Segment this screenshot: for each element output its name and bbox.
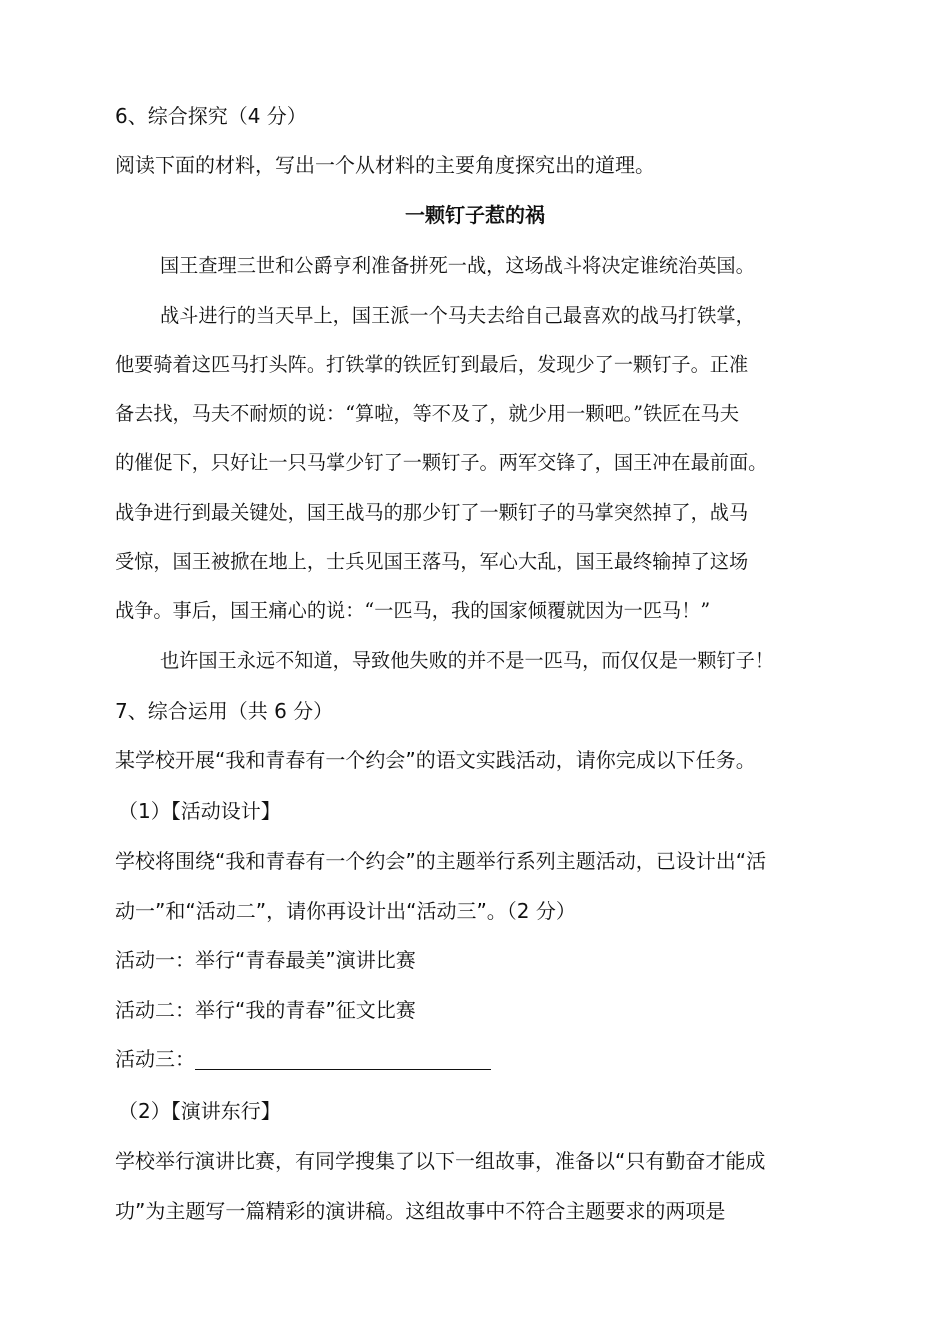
question-7-heading: 7、综合运用（共 6 分） <box>115 699 334 723</box>
activity-2: 活动二：举行“我的青春”征文比赛 <box>115 998 416 1022</box>
question-6-prompt: 阅读下面的材料，写出一个从材料的主要角度探究出的道理。 <box>115 153 655 177</box>
story-paragraph-line: 战争。事后，国王痛心的说：“一匹马，我的国家倾覆就因为一匹马！” <box>115 599 711 622</box>
question-6-heading: 6、综合探究（4 分） <box>115 104 307 128</box>
question-7-intro: 某学校开展“我和青春有一个约会”的语文实践活动，请你完成以下任务。 <box>115 748 756 772</box>
story-paragraph: 战斗进行的当天早上，国王派一个马夫去给自己最喜欢的战马打铁掌， <box>160 304 755 327</box>
part-2-heading: （2）【演讲东行】 <box>118 1099 281 1123</box>
answer-blank[interactable] <box>195 1047 491 1070</box>
story-paragraph-line: 他要骑着这匹马打头阵。打铁掌的铁匠钉到最后，发现少了一颗钉子。正准 <box>115 353 749 376</box>
activity-3-label: 活动三： <box>115 1047 195 1071</box>
part-1-heading: （1）【活动设计】 <box>118 799 281 823</box>
activity-1: 活动一：举行“青春最美”演讲比赛 <box>115 948 416 972</box>
story-paragraph: 也许国王永远不知道，导致他失败的并不是一匹马，而仅仅是一颗钉子！ <box>160 649 774 672</box>
part-2-text: 学校举行演讲比赛，有同学搜集了以下一组故事，准备以“只有勤奋才能成 <box>115 1149 766 1173</box>
part-1-text: 动一”和“活动二”，请你再设计出“活动三”。（2 分） <box>115 899 576 923</box>
part-1-text: 学校将围绕“我和青春有一个约会”的主题举行系列主题活动，已设计出“活 <box>115 849 767 873</box>
story-title: 一颗钉子惹的祸 <box>405 203 545 227</box>
story-paragraph-line: 受惊，国王被掀在地上，士兵见国王落马，军心大乱，国王最终输掉了这场 <box>115 550 749 573</box>
story-paragraph-line: 备去找，马夫不耐烦的说：“算啦，等不及了，就少用一颗吧。”铁匠在马夫 <box>115 402 740 425</box>
story-paragraph-line: 战争进行到最关键处，国王战马的那少钉了一颗钉子的马掌突然掉了，战马 <box>115 501 749 524</box>
story-paragraph-line: 的催促下，只好让一只马掌少钉了一颗钉子。两军交锋了，国王冲在最前面。 <box>115 451 768 474</box>
story-paragraph: 国王查理三世和公爵亨利准备拼死一战，这场战斗将决定谁统治英国。 <box>160 254 755 277</box>
part-2-text: 功”为主题写一篇精彩的演讲稿。这组故事中不符合主题要求的两项是 <box>115 1199 726 1223</box>
activity-3 <box>115 1045 860 1073</box>
